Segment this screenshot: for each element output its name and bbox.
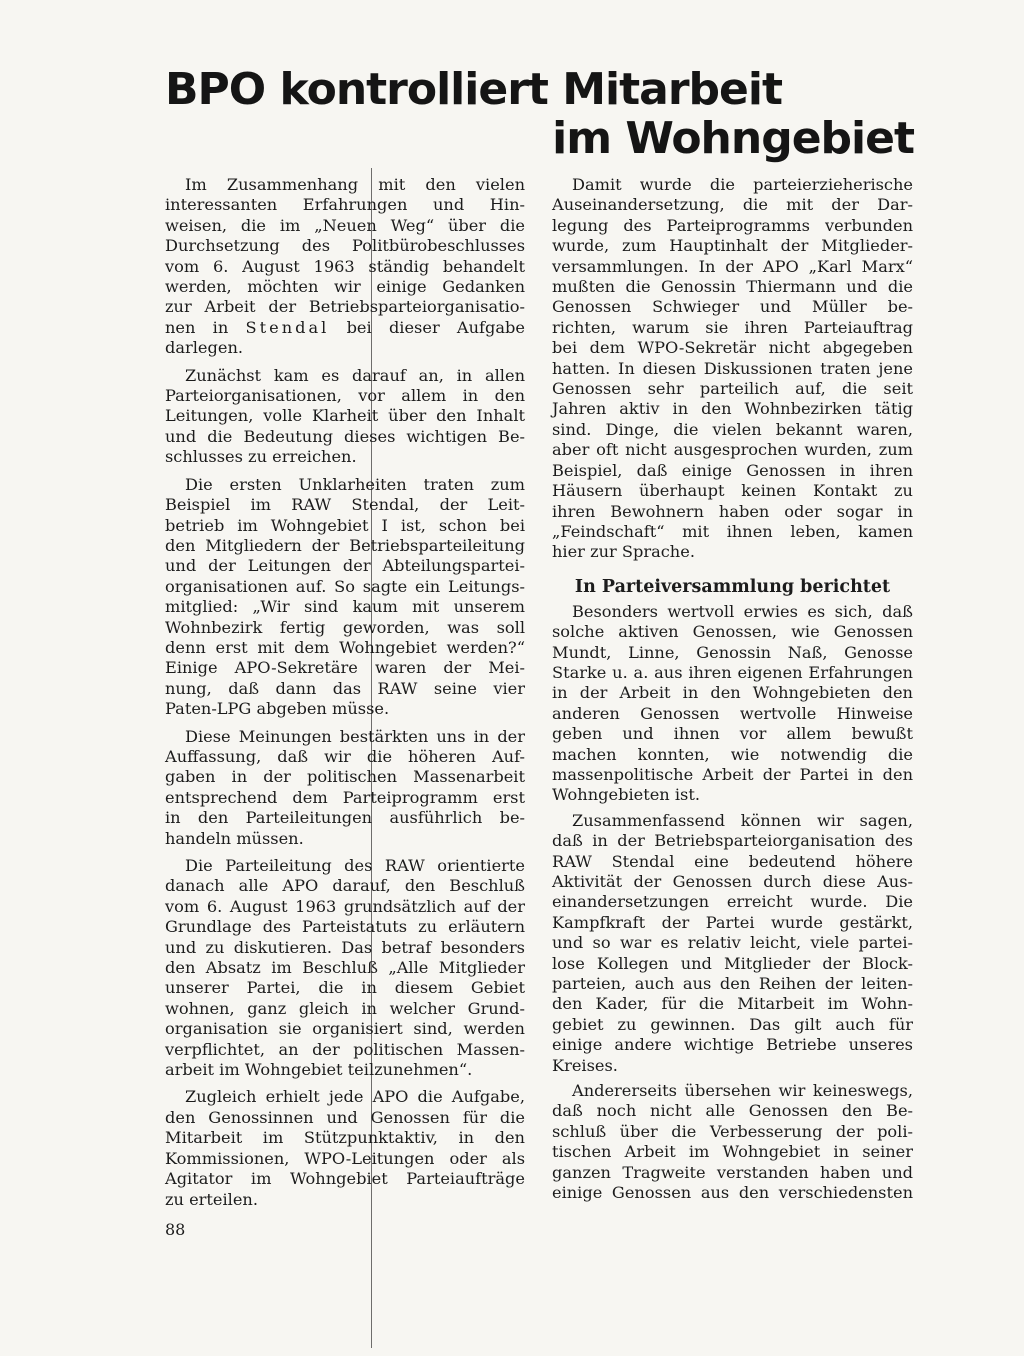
text-line: einige andere wichtige Betriebe unseres xyxy=(552,1035,913,1055)
text-line: Kommissionen, WPO-Leitungen oder als xyxy=(165,1148,525,1168)
paragraph xyxy=(552,1081,913,1203)
headline-line-2: im Wohngebiet xyxy=(552,113,914,164)
text-line: betrieb im Wohngebiet I ist, schon bei xyxy=(165,515,525,535)
text-line: darlegen. xyxy=(165,338,244,358)
text-line: Einige APO-Sekretäre waren der Mei- xyxy=(165,658,525,678)
text-line: Wohnbezirk fertig geworden, was soll xyxy=(165,617,525,637)
text-line: entsprechend dem Parteiprogramm erst xyxy=(165,787,525,807)
text-line: Kreises. xyxy=(552,1055,618,1075)
text-line: und die Bedeutung dieses wichtigen Be- xyxy=(165,426,525,446)
text-line: arbeit im Wohngebiet teilzunehmen“. xyxy=(165,1060,473,1080)
paragraph xyxy=(552,602,913,806)
text-line: gaben in der politischen Massenarbeit xyxy=(165,767,525,787)
text-line: Andererseits übersehen wir keineswegs, xyxy=(572,1081,913,1101)
left-text-column xyxy=(165,175,525,1210)
text-line: Zusammenfassend können wir sagen, xyxy=(572,810,913,830)
text-line: nung, daß dann das RAW seine vier xyxy=(165,678,525,698)
text-line: solche aktiven Genossen, wie Genossen xyxy=(552,622,913,642)
text-line: in der Arbeit in den Wohngebieten den xyxy=(552,683,913,703)
text-line: richten, warum sie ihren Parteiauftrag xyxy=(552,317,913,337)
section-subheading: In Parteiversammlung berichtet xyxy=(574,576,891,597)
paragraph xyxy=(552,175,913,563)
text-line: ihren Bewohnern haben oder sogar in xyxy=(552,501,913,521)
text-line: den Absatz im Beschluß „Alle Mitglieder xyxy=(165,958,525,978)
text-line: unserer Partei, die in diesem Gebiet xyxy=(165,978,525,998)
text-line: Wohngebieten ist. xyxy=(552,785,700,805)
text-line: Aktivität der Genossen durch diese Aus- xyxy=(552,872,913,891)
text-line: vom 6. August 1963 ständig behandelt xyxy=(165,256,525,276)
paragraph xyxy=(165,856,525,1080)
paragraph xyxy=(165,366,525,468)
text-line: Leitungen, volle Klarheit über den Inhalt xyxy=(165,406,525,426)
text-line: hatten. In diesen Diskussionen traten jene xyxy=(552,358,913,378)
text-line: schluß über die Verbesserung der poli- xyxy=(552,1121,913,1141)
text-line: gebiet zu gewinnen. Das gilt auch für xyxy=(552,1014,913,1034)
page-number: 88 xyxy=(165,1220,186,1239)
text-line: versammlungen. In der APO „Karl Marx“ xyxy=(552,256,913,276)
text-line: Diese Meinungen bestärkten uns in der xyxy=(185,726,525,746)
text-line: Auseinandersetzung, die mit der Dar- xyxy=(552,195,913,215)
text-line: Starke u. a. aus ihren eigenen Erfahrungen xyxy=(552,662,913,682)
text-line: Die Parteileitung des RAW orientierte xyxy=(185,856,525,875)
text-line: Auffassung, daß wir die höheren Auf- xyxy=(165,746,525,766)
text-line: ganzen Tragweite verstanden haben und xyxy=(552,1162,913,1182)
text-line: tischen Arbeit im Wohngebiet in seiner xyxy=(552,1142,913,1162)
text-line: handeln müssen. xyxy=(165,828,304,848)
text-line: danach alle APO darauf, den Beschluß xyxy=(165,876,525,896)
paragraph xyxy=(165,727,525,849)
text-line: parteien, auch aus den Reihen der leiten- xyxy=(552,974,913,994)
text-line: aber oft nicht ausgesprochen wurden, zum xyxy=(552,440,913,460)
text-line: weisen, die im „Neuen Weg“ über die xyxy=(165,215,525,235)
text-line: massenpolitische Arbeit der Partei in den xyxy=(552,764,913,784)
text-line: Mundt, Linne, Genossin Naß, Genosse xyxy=(552,642,913,662)
text-line: „Feindschaft“ mit ihnen leben, kamen xyxy=(552,521,913,541)
text-line: den Mitgliedern der Betriebsparteileitung xyxy=(165,535,525,555)
text-line: wohnen, ganz gleich in welcher Grund- xyxy=(165,998,525,1018)
text-line: zu erteilen. xyxy=(165,1189,259,1209)
text-line: daß noch nicht alle Genossen den Be- xyxy=(552,1101,913,1121)
right-column-body xyxy=(552,602,913,1204)
text-line: organisationen auf. So sagte ein Leitungs- xyxy=(165,576,525,596)
text-line: Paten-LPG abgeben müsse. xyxy=(165,699,390,719)
text-line: mitglied: „Wir sind kaum mit unserem xyxy=(165,597,525,617)
text-line: Parteiorganisationen, vor allem in den xyxy=(165,386,525,406)
text-line: zur Arbeit der Betriebsparteiorganisatio- xyxy=(165,297,525,317)
text-line: legung des Parteiprogramms verbunden xyxy=(552,215,913,235)
text-line: denn erst mit dem Wohngebiet werden?“ xyxy=(165,637,525,657)
text-line: Durchsetzung des Politbürobeschlusses xyxy=(165,236,525,256)
text-line: Im Zusammenhang mit den vielen xyxy=(185,175,525,194)
text-line: sind. Dinge, die vielen bekannt waren, xyxy=(552,419,913,439)
right-column-intro xyxy=(552,175,913,563)
text-line: Kampfkraft der Partei wurde gestärkt, xyxy=(552,912,913,932)
text-line: vom 6. August 1963 grundsätzlich auf der xyxy=(165,896,525,916)
text-line: einandersetzungen erreicht wurde. Die xyxy=(552,892,913,912)
text-line: lose Kollegen und Mitglieder der Block- xyxy=(552,953,913,973)
text-line: geben und ihnen vor allem bewußt xyxy=(552,724,913,744)
paragraph xyxy=(165,1087,525,1209)
text-line: machen konnten, wie notwendig die xyxy=(552,744,913,764)
text-line: Beispiel im RAW Stendal, der Leit- xyxy=(165,495,525,515)
text-line: und so war es relativ leicht, viele partei- xyxy=(552,933,913,953)
text-line: Häusern überhaupt keinen Kontakt zu xyxy=(552,481,913,501)
text-line: in den Parteileitungen ausführlich be- xyxy=(165,808,525,828)
paragraph xyxy=(165,475,525,720)
headline-line-1: BPO kontrolliert Mitarbeit xyxy=(165,64,782,115)
text-line: nen in Stendal bei dieser Aufgabe xyxy=(165,317,525,337)
text-line: Genossen Schwieger und Müller be- xyxy=(552,297,913,317)
text-line: Die ersten Unklarheiten traten zum xyxy=(185,474,525,494)
text-line: schlusses zu erreichen. xyxy=(165,447,357,467)
text-line: werden, möchten wir einige Gedanken xyxy=(165,277,525,297)
text-line: Zugleich erhielt jede APO die Aufgabe, xyxy=(185,1087,525,1107)
text-line: interessanten Erfahrungen und Hin- xyxy=(165,195,525,215)
text-line: den Genossinnen und Genossen für die xyxy=(165,1107,525,1127)
paragraph xyxy=(552,811,913,1076)
text-line: bei dem WPO-Sekretär nicht abgegeben xyxy=(552,338,913,358)
text-line: daß in der Betriebsparteiorganisation des xyxy=(552,831,913,851)
text-line: Jahren aktiv in den Wohnbezirken tätig xyxy=(552,399,913,419)
paragraph xyxy=(165,175,525,359)
text-line: RAW Stendal eine bedeutend höhere xyxy=(552,851,913,871)
text-line: anderen Genossen wertvolle Hinweise xyxy=(552,703,913,723)
text-line: Damit wurde die parteierzieherische xyxy=(572,175,913,194)
text-line: Genossen sehr parteilich auf, die seit xyxy=(552,379,913,399)
text-line: hier zur Sprache. xyxy=(552,542,695,562)
text-line: mußten die Genossin Thiermann und die xyxy=(552,277,913,297)
spaced-emphasis: Stendal xyxy=(245,317,330,337)
text-line: verpflichtet, an der politischen Massen- xyxy=(165,1039,525,1059)
text-line: Agitator im Wohngebiet Parteiaufträge xyxy=(165,1169,525,1189)
text-line: Beispiel, daß einige Genossen in ihren xyxy=(552,460,913,480)
text-line: Besonders wertvoll erwies es sich, daß xyxy=(572,601,913,621)
text-line: Mitarbeit im Stützpunktaktiv, in den xyxy=(165,1128,525,1148)
text-line: Grundlage des Parteistatuts zu erläutern xyxy=(165,917,525,937)
text-line: und zu diskutieren. Das betraf besonders xyxy=(165,937,525,957)
text-line: und der Leitungen der Abteilungspartei- xyxy=(165,556,525,576)
text-line: Zunächst kam es darauf an, in allen xyxy=(185,365,525,385)
right-text-column xyxy=(552,175,913,1204)
text-line: einige Genossen aus den verschiedensten xyxy=(552,1183,913,1203)
text-line: wurde, zum Hauptinhalt der Mitglieder- xyxy=(552,236,913,256)
text-line: organisation sie organisiert sind, werden xyxy=(165,1019,525,1039)
text-line: den Kader, für die Mitarbeit im Wohn- xyxy=(552,994,913,1014)
